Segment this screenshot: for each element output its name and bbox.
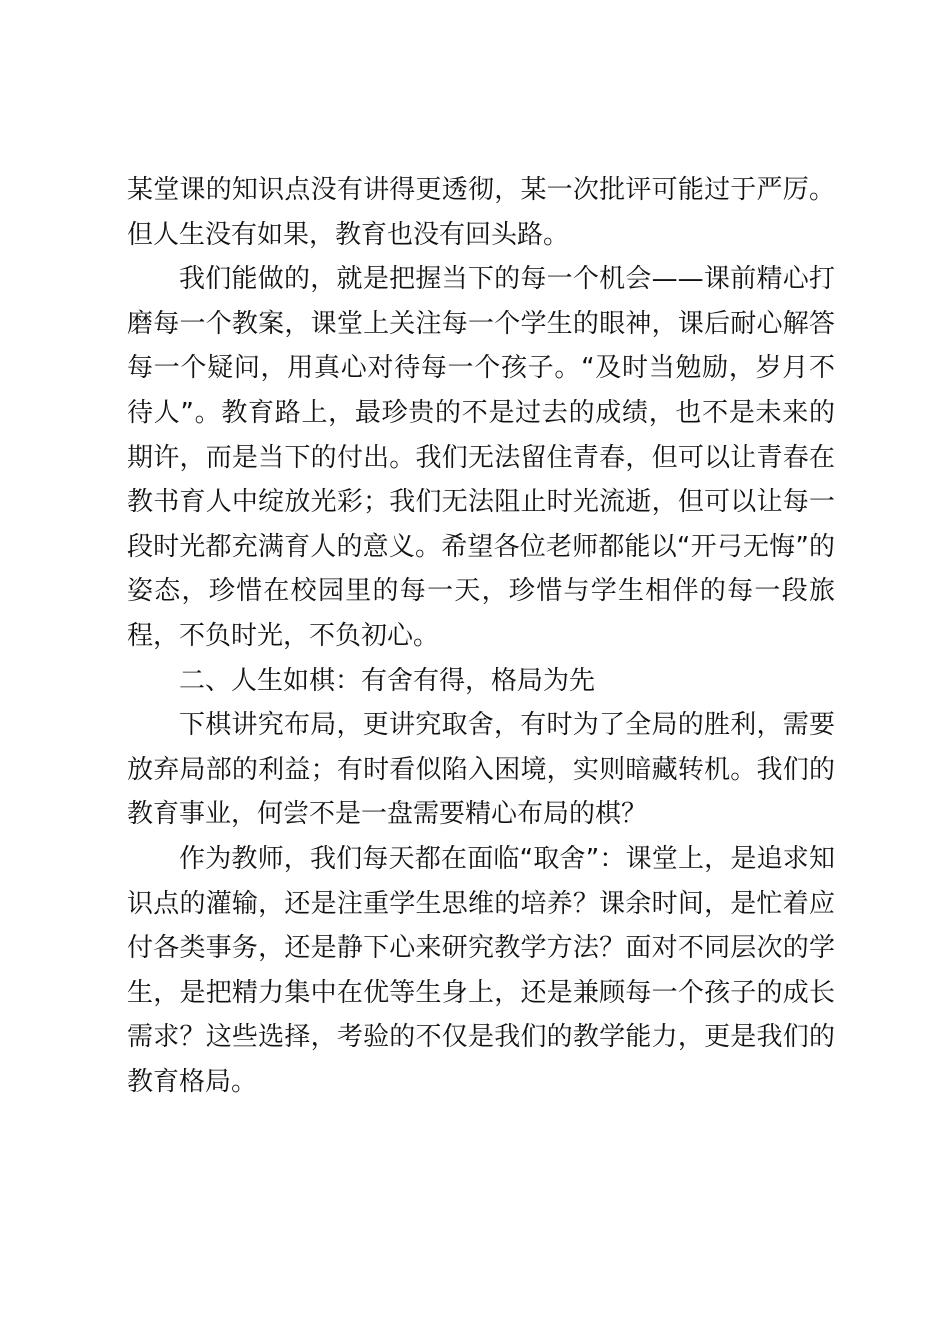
paragraph-seize-moment: 我们能做的，就是把握当下的每一个机会——课前精心打磨每一个教案，课堂上关注每一个学生的眼神，课后耐心解答每一个疑问，用真心对待每一个孩子。“及时当勉励，岁月不待人”。教育路上，最珍贵的不是过去的成绩，也不是未来的期许，而是当下的付出。我们无法留住青春，但可以让青春在教书育人中绽放光彩；我们无法阻止时光流逝，但可以让每一段时光都充满育人的意义。希望各位老师都能以“开弓无悔”的姿态，珍惜在校园里的每一天，珍惜与学生相伴的每一段旅程，不负时光，不负初心。 (127, 264, 835, 651)
paragraph-chess-layout: 下棋讲究布局，更讲究取舍，有时为了全局的胜利，需要放弃局部的利益；有时看似陷入困境，实则暗藏转机。我们的教育事业，何尝不是一盘需要精心布局的棋？ (127, 710, 835, 830)
document-body (127, 168, 835, 1104)
paragraph-teacher-choices: 作为教师，我们每天都在面临“取舍”：课堂上，是追求知识点的灌输，还是注重学生思维的培养？课余时间，是忙着应付各类事务，还是静下心来研究教学方法？面对不同层次的学生，是把精力集中在优等生身上，还是兼顾每一个孩子的成长需求？这些选择，考验的不仅是我们的教学能力，更是我们的教育格局。 (127, 843, 835, 1097)
section-heading: 二、人生如棋：有舍有得，格局为先 (179, 665, 596, 696)
paragraph-continued: 某堂课的知识点没有讲得更透彻，某一次批评可能过于严厉。但人生没有如果，教育也没有回头路。 (127, 175, 835, 250)
